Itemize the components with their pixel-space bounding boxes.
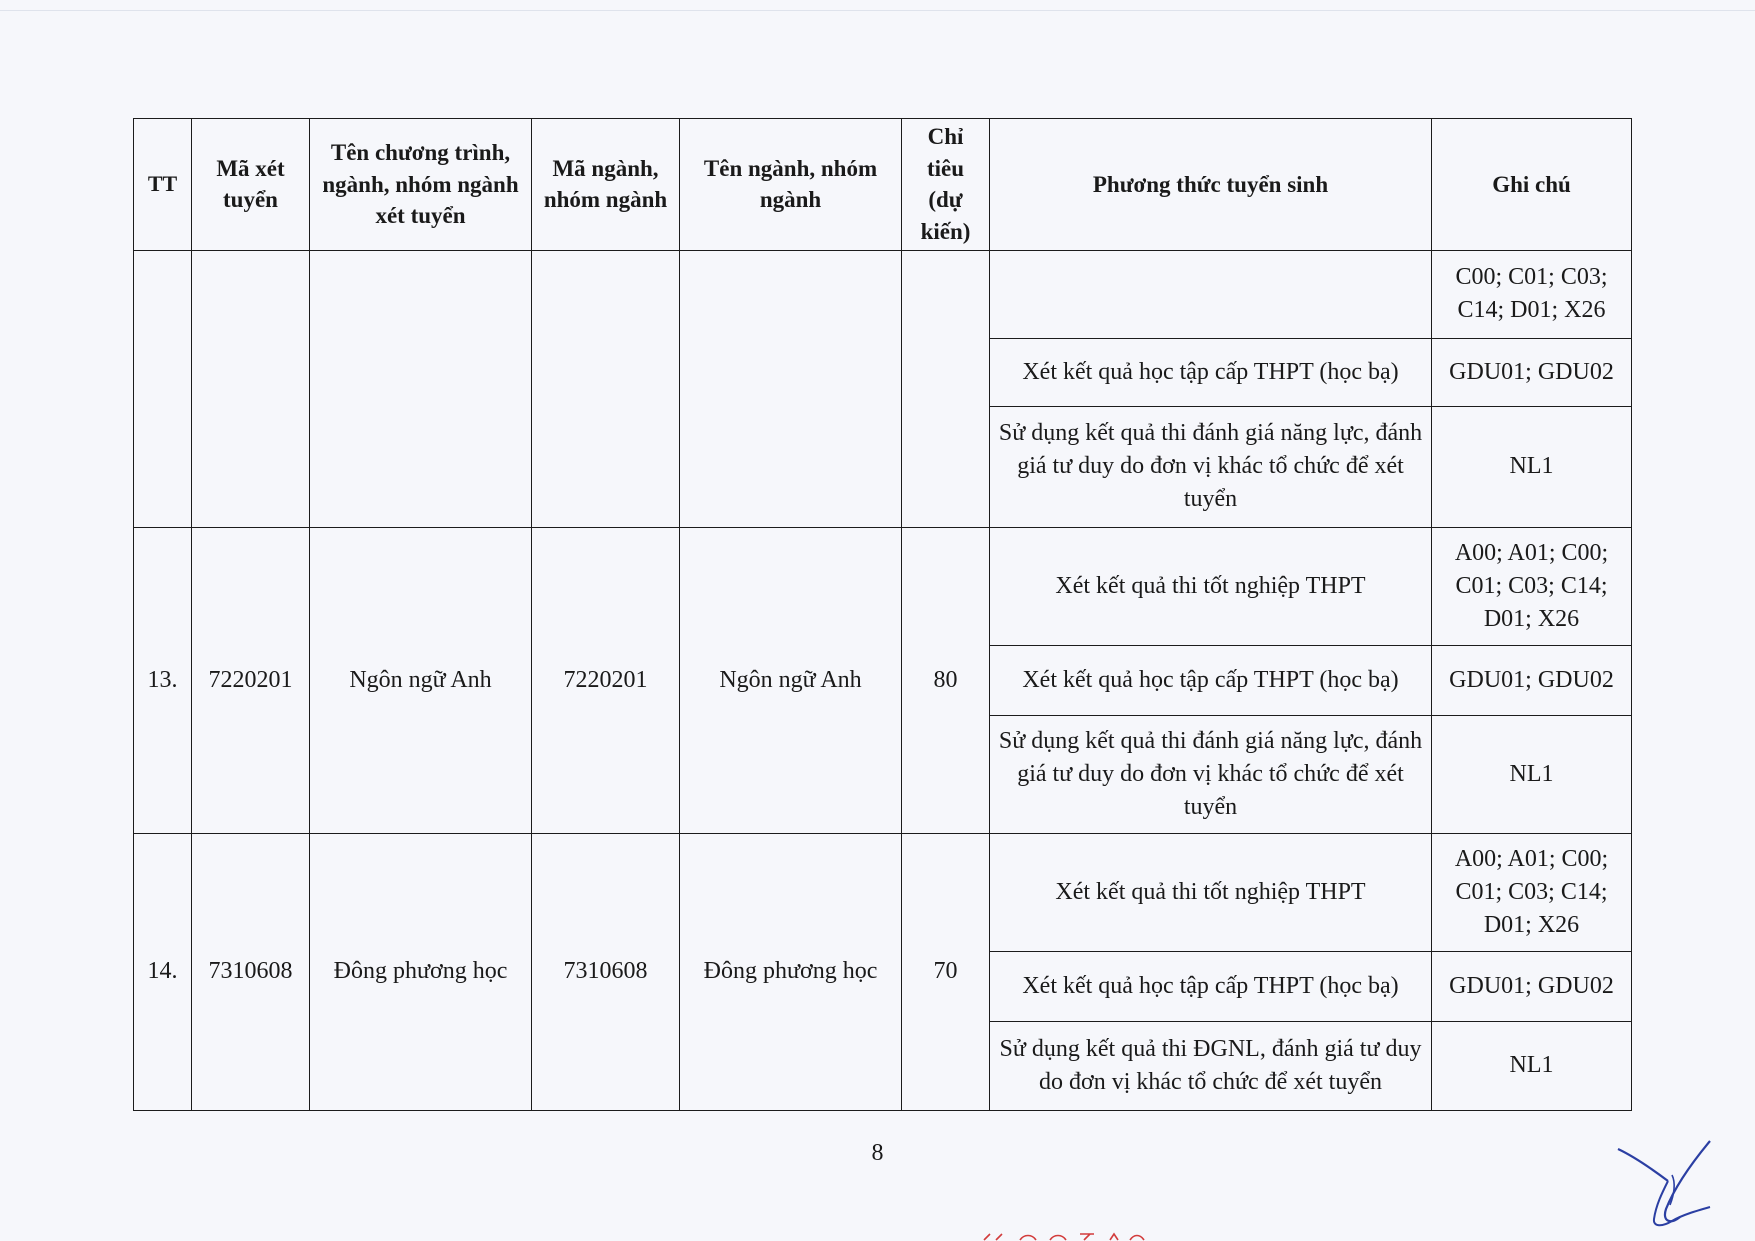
table-row	[134, 833, 1632, 951]
page-number: 8	[871, 1140, 884, 1166]
header-chi-tieu: Chỉ tiêu (dự kiến)	[902, 119, 990, 251]
header-ghi-chu: Ghi chú	[1432, 119, 1632, 251]
cell-method: Xét kết quả học tập cấp THPT (học bạ)	[990, 645, 1432, 715]
cell-ten-nganh: Ngôn ngữ Anh	[680, 527, 902, 833]
cell-method: Sử dụng kết quả thi đánh giá năng lực, đánh giá tư duy do đơn vị khác tổ chức để xét tuyển	[990, 406, 1432, 527]
table-row	[134, 250, 1632, 338]
cell-ma-xet-tuyen-empty	[192, 250, 310, 527]
cell-note: GDU01; GDU02	[1432, 338, 1632, 406]
header-tt: TT	[134, 119, 192, 251]
cell-ma-xet-tuyen: 7220201	[192, 527, 310, 833]
cell-note: C00; C01; C03; C14; D01; X26	[1432, 250, 1632, 338]
cell-tt-empty	[134, 250, 192, 527]
cell-note: A00; A01; C00; C01; C03; C14; D01; X26	[1432, 833, 1632, 951]
cell-note: A00; A01; C00; C01; C03; C14; D01; X26	[1432, 527, 1632, 645]
cell-method: Xét kết quả thi tốt nghiệp THPT	[990, 833, 1432, 951]
header-ten-chuong-trinh: Tên chương trình, ngành, nhóm ngành xét tuyển	[310, 119, 532, 251]
cell-ten-nganh-empty	[680, 250, 902, 527]
cell-ma-nganh: 7220201	[532, 527, 680, 833]
cell-ma-nganh-empty	[532, 250, 680, 527]
stamp-fragment	[980, 1232, 1200, 1241]
cell-method: Sử dụng kết quả thi ĐGNL, đánh giá tư duy do đơn vị khác tổ chức để xét tuyển	[990, 1021, 1432, 1110]
header-ma-nganh: Mã ngành, nhóm ngành	[532, 119, 680, 251]
cell-note: NL1	[1432, 406, 1632, 527]
cell-ma-nganh: 7310608	[532, 833, 680, 1110]
table-header-row	[134, 119, 1632, 251]
scan-edge	[0, 0, 1755, 11]
cell-ten-chuong-trinh-empty	[310, 250, 532, 527]
cell-note: NL1	[1432, 1021, 1632, 1110]
cell-method: Xét kết quả thi tốt nghiệp THPT	[990, 527, 1432, 645]
cell-ma-xet-tuyen: 7310608	[192, 833, 310, 1110]
cell-chi-tieu: 70	[902, 833, 990, 1110]
cell-method: Xét kết quả học tập cấp THPT (học bạ)	[990, 338, 1432, 406]
signature-mark	[1610, 1135, 1720, 1235]
admissions-table	[133, 118, 1632, 1111]
cell-ten-chuong-trinh: Đông phương học	[310, 833, 532, 1110]
header-ma-xet-tuyen: Mã xét tuyển	[192, 119, 310, 251]
header-ten-nganh: Tên ngành, nhóm ngành	[680, 119, 902, 251]
cell-tt: 14.	[134, 833, 192, 1110]
cell-note: GDU01; GDU02	[1432, 951, 1632, 1021]
cell-note: NL1	[1432, 715, 1632, 833]
table-row	[134, 527, 1632, 645]
cell-tt: 13.	[134, 527, 192, 833]
cell-ten-nganh: Đông phương học	[680, 833, 902, 1110]
cell-method	[990, 250, 1432, 338]
cell-note: GDU01; GDU02	[1432, 645, 1632, 715]
cell-method: Sử dụng kết quả thi đánh giá năng lực, đánh giá tư duy do đơn vị khác tổ chức để xét tuyển	[990, 715, 1432, 833]
cell-ten-chuong-trinh: Ngôn ngữ Anh	[310, 527, 532, 833]
cell-chi-tieu: 80	[902, 527, 990, 833]
cell-chi-tieu-empty	[902, 250, 990, 527]
cell-method: Xét kết quả học tập cấp THPT (học bạ)	[990, 951, 1432, 1021]
header-phuong-thuc: Phương thức tuyển sinh	[990, 119, 1432, 251]
